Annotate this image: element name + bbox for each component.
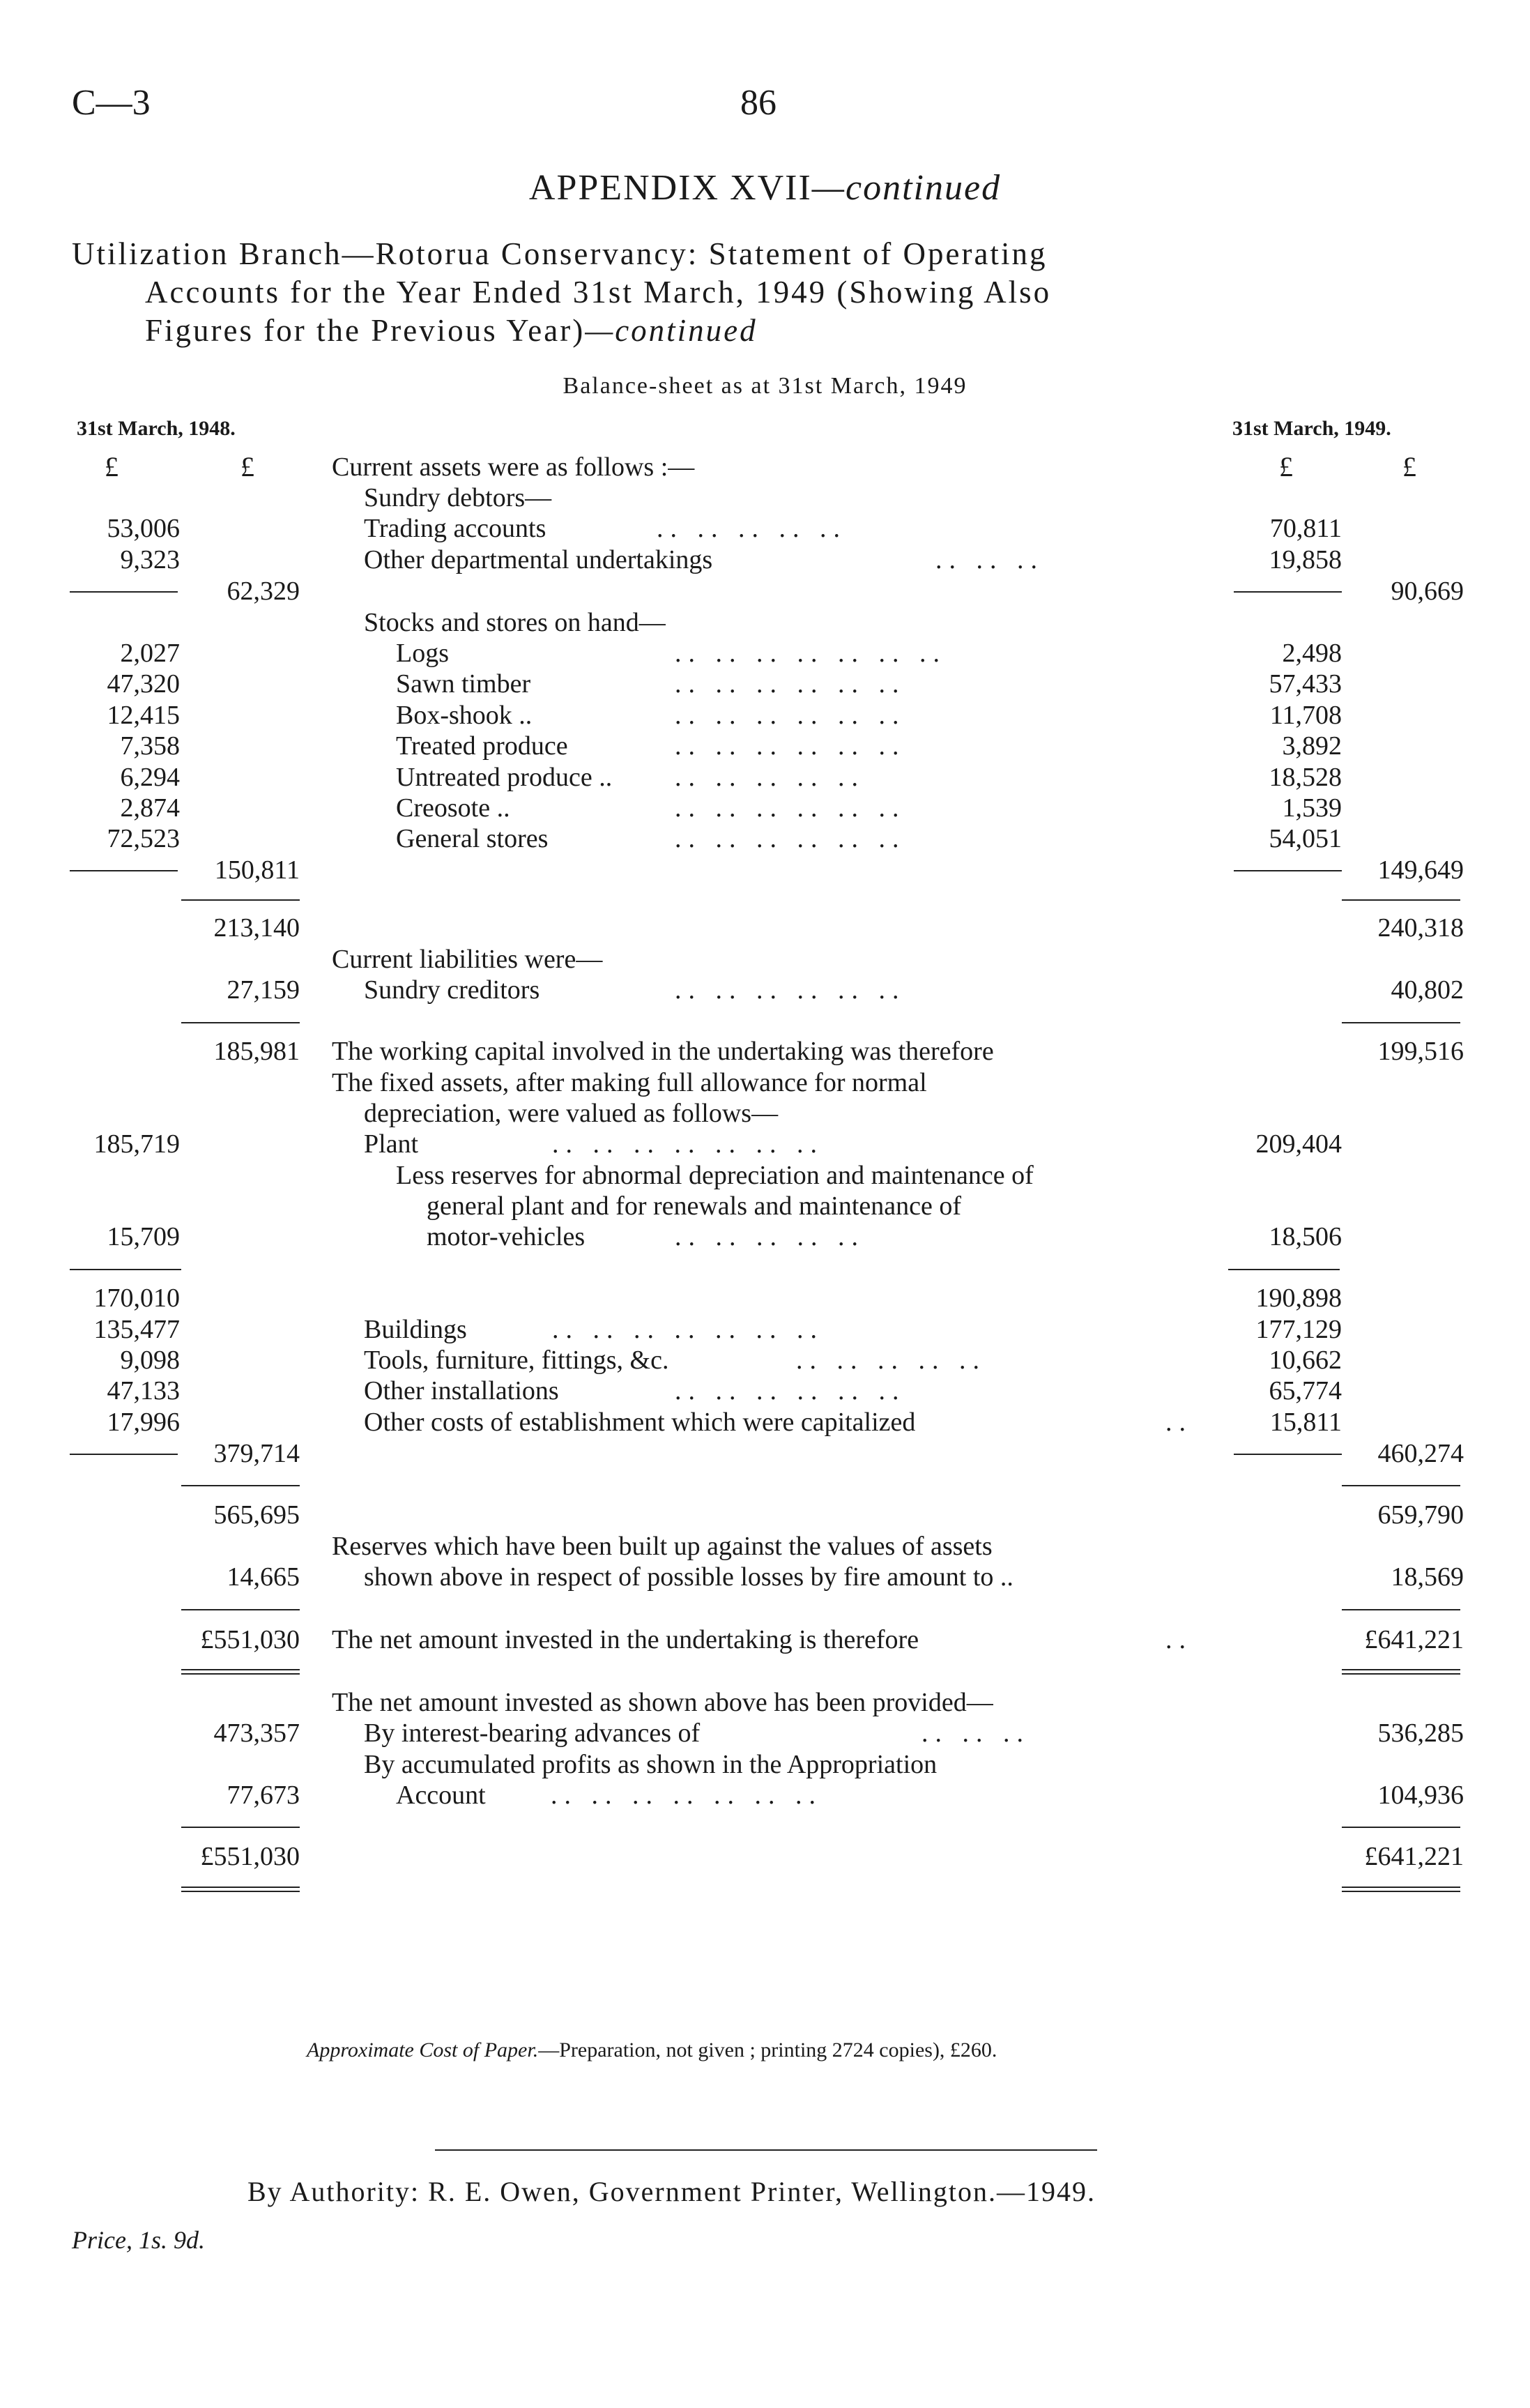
cell-1949-detail: 15,811 — [1269, 1408, 1342, 1437]
stocks-heading: Stocks and stores on hand— — [364, 608, 666, 637]
row-label: Box-shook .. .. .. .. .. .. .. — [396, 701, 906, 730]
cell-1948-subtotal: 62,329 — [227, 577, 300, 606]
series-code: C—3 — [72, 83, 151, 123]
total-rule — [1342, 1022, 1460, 1023]
cell-1949-detail: 3,892 — [1282, 731, 1342, 761]
current-liabilities-heading: Current liabilities were— — [332, 945, 603, 974]
cell-1948-total: 77,673 — [227, 1781, 300, 1810]
total-rule — [70, 1269, 181, 1270]
reserves-text: Less reserves for abnormal depreciation and maintenance of — [396, 1161, 1034, 1190]
reserves-fire-text: Reserves which have been built up against the values of assets — [332, 1532, 993, 1561]
cell-1949-detail: 1,539 — [1282, 793, 1342, 823]
cell-1948-grand-total: £551,030 — [200, 1842, 300, 1871]
row-label: Tools, furniture, fittings, &c. .. .. .. .. .. — [364, 1346, 986, 1375]
cell-1949-total: 104,936 — [1377, 1781, 1464, 1810]
dash-rule — [70, 591, 178, 593]
cell-1949-grand-total: £641,221 — [1364, 1842, 1464, 1871]
total-rule — [1342, 1609, 1460, 1610]
cell-1949-detail: 54,051 — [1269, 824, 1342, 853]
double-rule — [181, 1887, 300, 1892]
page-number: 86 — [740, 83, 777, 123]
cell-1948-detail: 135,477 — [93, 1315, 180, 1344]
cell-1949-detail: 209,404 — [1255, 1129, 1342, 1159]
row-label: By accumulated profits as shown in the Appropriation — [364, 1750, 938, 1779]
cell-1949-total: 659,790 — [1377, 1500, 1464, 1530]
cell-1949-detail: 18,506 — [1269, 1222, 1342, 1251]
total-rule — [181, 1485, 300, 1486]
left-column-date: 31st March, 1948. — [77, 417, 236, 440]
cell-1948-detail: 6,294 — [120, 763, 180, 792]
cell-1948-detail: 47,133 — [107, 1376, 180, 1405]
current-assets-heading: Current assets were as follows :— — [332, 452, 695, 482]
dash-rule — [70, 870, 178, 871]
cell-1949-total: £641,221 — [1364, 1625, 1464, 1654]
cell-1948-detail: 47,320 — [107, 669, 180, 699]
dash-rule — [70, 1454, 178, 1455]
cell-1948-total: 213,140 — [213, 913, 300, 943]
cell-1949-detail: 19,858 — [1269, 545, 1342, 574]
sundry-debtors-heading: Sundry debtors— — [364, 483, 552, 512]
cell-1949-total: 199,516 — [1377, 1037, 1464, 1066]
cell-1949-detail: 2,498 — [1282, 639, 1342, 668]
row-label: Logs .. .. .. .. .. .. .. — [396, 639, 947, 668]
cell-1949-total: 536,285 — [1377, 1719, 1464, 1748]
row-label: Untreated produce .. .. .. .. .. .. — [396, 763, 865, 792]
cell-1949-detail: 65,774 — [1269, 1376, 1342, 1405]
cell-1948-total: 473,357 — [213, 1719, 300, 1748]
row-label: By interest-bearing advances of .. .. .. — [364, 1719, 1030, 1748]
row-label: motor-vehicles .. .. .. .. .. — [427, 1222, 865, 1251]
provided-heading: The net amount invested as shown above has been provided— — [332, 1688, 993, 1717]
row-label: Trading accounts .. .. .. .. .. — [364, 514, 847, 543]
cell-1948-detail: 9,323 — [120, 545, 180, 574]
cell-1949-detail: 70,811 — [1269, 514, 1342, 543]
row-label: Account .. .. .. .. .. .. .. — [396, 1781, 823, 1810]
row-label: Other departmental undertakings .. .. .. — [364, 545, 1044, 574]
fixed-assets-text: The fixed assets, after making full allowance for normal — [332, 1068, 927, 1097]
total-rule — [1228, 1269, 1340, 1270]
cell-1949-subtotal: 149,649 — [1377, 855, 1464, 885]
cell-1949-total: 40,802 — [1391, 975, 1464, 1005]
cost-of-paper-note: Approximate Cost of Paper.—Preparation, not given ; printing 2724 copies), £260. — [307, 2039, 997, 2062]
working-capital-label: The working capital involved in the undertaking was therefore — [332, 1037, 994, 1066]
dash-rule — [1234, 1454, 1342, 1455]
cell-1949-total: 240,318 — [1377, 913, 1464, 943]
row-label: Buildings .. .. .. .. .. .. .. — [364, 1315, 824, 1344]
double-rule — [1342, 1669, 1460, 1675]
total-rule — [181, 1827, 300, 1828]
currency-right-2: £ — [1402, 451, 1416, 482]
price: Price, 1s. 9d. — [72, 2226, 205, 2254]
cell-1948-detail: 53,006 — [107, 514, 180, 543]
appendix-title: APPENDIX XVII—continued — [528, 168, 1002, 208]
double-rule — [181, 1669, 300, 1675]
right-column-date: 31st March, 1949. — [1232, 417, 1391, 440]
authority-line: By Authority: R. E. Owen, Government Printer, Wellington.—1949. — [247, 2176, 1096, 2207]
currency-right-1: £ — [1279, 451, 1293, 482]
row-label: Plant .. .. .. .. .. .. .. — [364, 1129, 824, 1159]
double-rule — [1342, 1887, 1460, 1892]
total-rule — [1342, 1827, 1460, 1828]
row-label: Other costs of establishment which were capitalized .. — [364, 1408, 1193, 1437]
cell-1948-total: 185,981 — [213, 1037, 300, 1066]
cell-1948-subtotal: 379,714 — [213, 1439, 300, 1468]
row-label: Treated produce .. .. .. .. .. .. — [396, 731, 906, 761]
row-label: The net amount invested in the undertaking is therefore .. — [332, 1625, 1193, 1654]
cell-1949-detail: 177,129 — [1255, 1315, 1342, 1344]
dash-rule — [1234, 870, 1342, 871]
row-label: Sawn timber .. .. .. .. .. .. — [396, 669, 906, 699]
fixed-assets-text: depreciation, were valued as follows— — [364, 1099, 779, 1128]
cell-1948-total: £551,030 — [200, 1625, 300, 1654]
row-label: Other installations .. .. .. .. .. .. — [364, 1376, 906, 1405]
cell-1948-subtotal: 150,811 — [214, 855, 300, 885]
cell-1948-detail: 17,996 — [107, 1408, 180, 1437]
currency-left-1: £ — [105, 451, 118, 482]
cell-1948-detail: 185,719 — [93, 1129, 180, 1159]
cell-1949-detail: 57,433 — [1269, 669, 1342, 699]
cell-1948-total: 14,665 — [227, 1562, 300, 1592]
cell-1948-detail: 2,874 — [120, 793, 180, 823]
dash-rule — [1234, 591, 1342, 593]
reserves-fire-text: shown above in respect of possible losses by fire amount to .. — [364, 1562, 1013, 1592]
total-rule — [181, 1022, 300, 1023]
cell-1949-subtotal: 460,274 — [1377, 1439, 1464, 1468]
total-rule — [181, 899, 300, 901]
cell-1949-detail: 11,708 — [1269, 701, 1342, 730]
cell-1948-detail: 12,415 — [107, 701, 180, 730]
cell-1948-detail: 72,523 — [107, 824, 180, 853]
balance-sheet-title: Balance-sheet as at 31st March, 1949 — [563, 373, 967, 399]
reserves-text: general plant and for renewals and maintenance of — [427, 1191, 962, 1221]
cell-1949-detail: 10,662 — [1269, 1346, 1342, 1375]
total-rule — [1342, 1485, 1460, 1486]
cell-1949-detail: 18,528 — [1269, 763, 1342, 792]
cell-1948-detail: 2,027 — [120, 639, 180, 668]
subtitle-line-2: Accounts for the Year Ended 31st March, 1949 (Showing Also — [145, 275, 1052, 310]
total-rule — [181, 1609, 300, 1610]
row-label: General stores .. .. .. .. .. .. — [396, 824, 906, 853]
footer-rule — [435, 2149, 1097, 2151]
cell-1948-detail: 170,010 — [93, 1283, 180, 1313]
cell-1948-detail: 15,709 — [107, 1222, 180, 1251]
row-label: Creosote .. .. .. .. .. .. .. — [396, 793, 906, 823]
cell-1949-detail: 190,898 — [1255, 1283, 1342, 1313]
cell-1948-detail: 7,358 — [120, 731, 180, 761]
currency-left-2: £ — [240, 451, 254, 482]
cell-1948-total: 565,695 — [213, 1500, 300, 1530]
cell-1948-detail: 9,098 — [120, 1346, 180, 1375]
row-label: Sundry creditors .. .. .. .. .. .. — [364, 975, 906, 1005]
cell-1949-subtotal: 90,669 — [1391, 577, 1464, 606]
cell-1948-total: 27,159 — [227, 975, 300, 1005]
subtitle-line-1: Utilization Branch—Rotorua Conservancy: Statement of Operating — [72, 236, 1048, 271]
subtitle-line-3: Figures for the Previous Year)—continued — [145, 313, 758, 348]
total-rule — [1342, 899, 1460, 901]
cell-1949-total: 18,569 — [1391, 1562, 1464, 1592]
